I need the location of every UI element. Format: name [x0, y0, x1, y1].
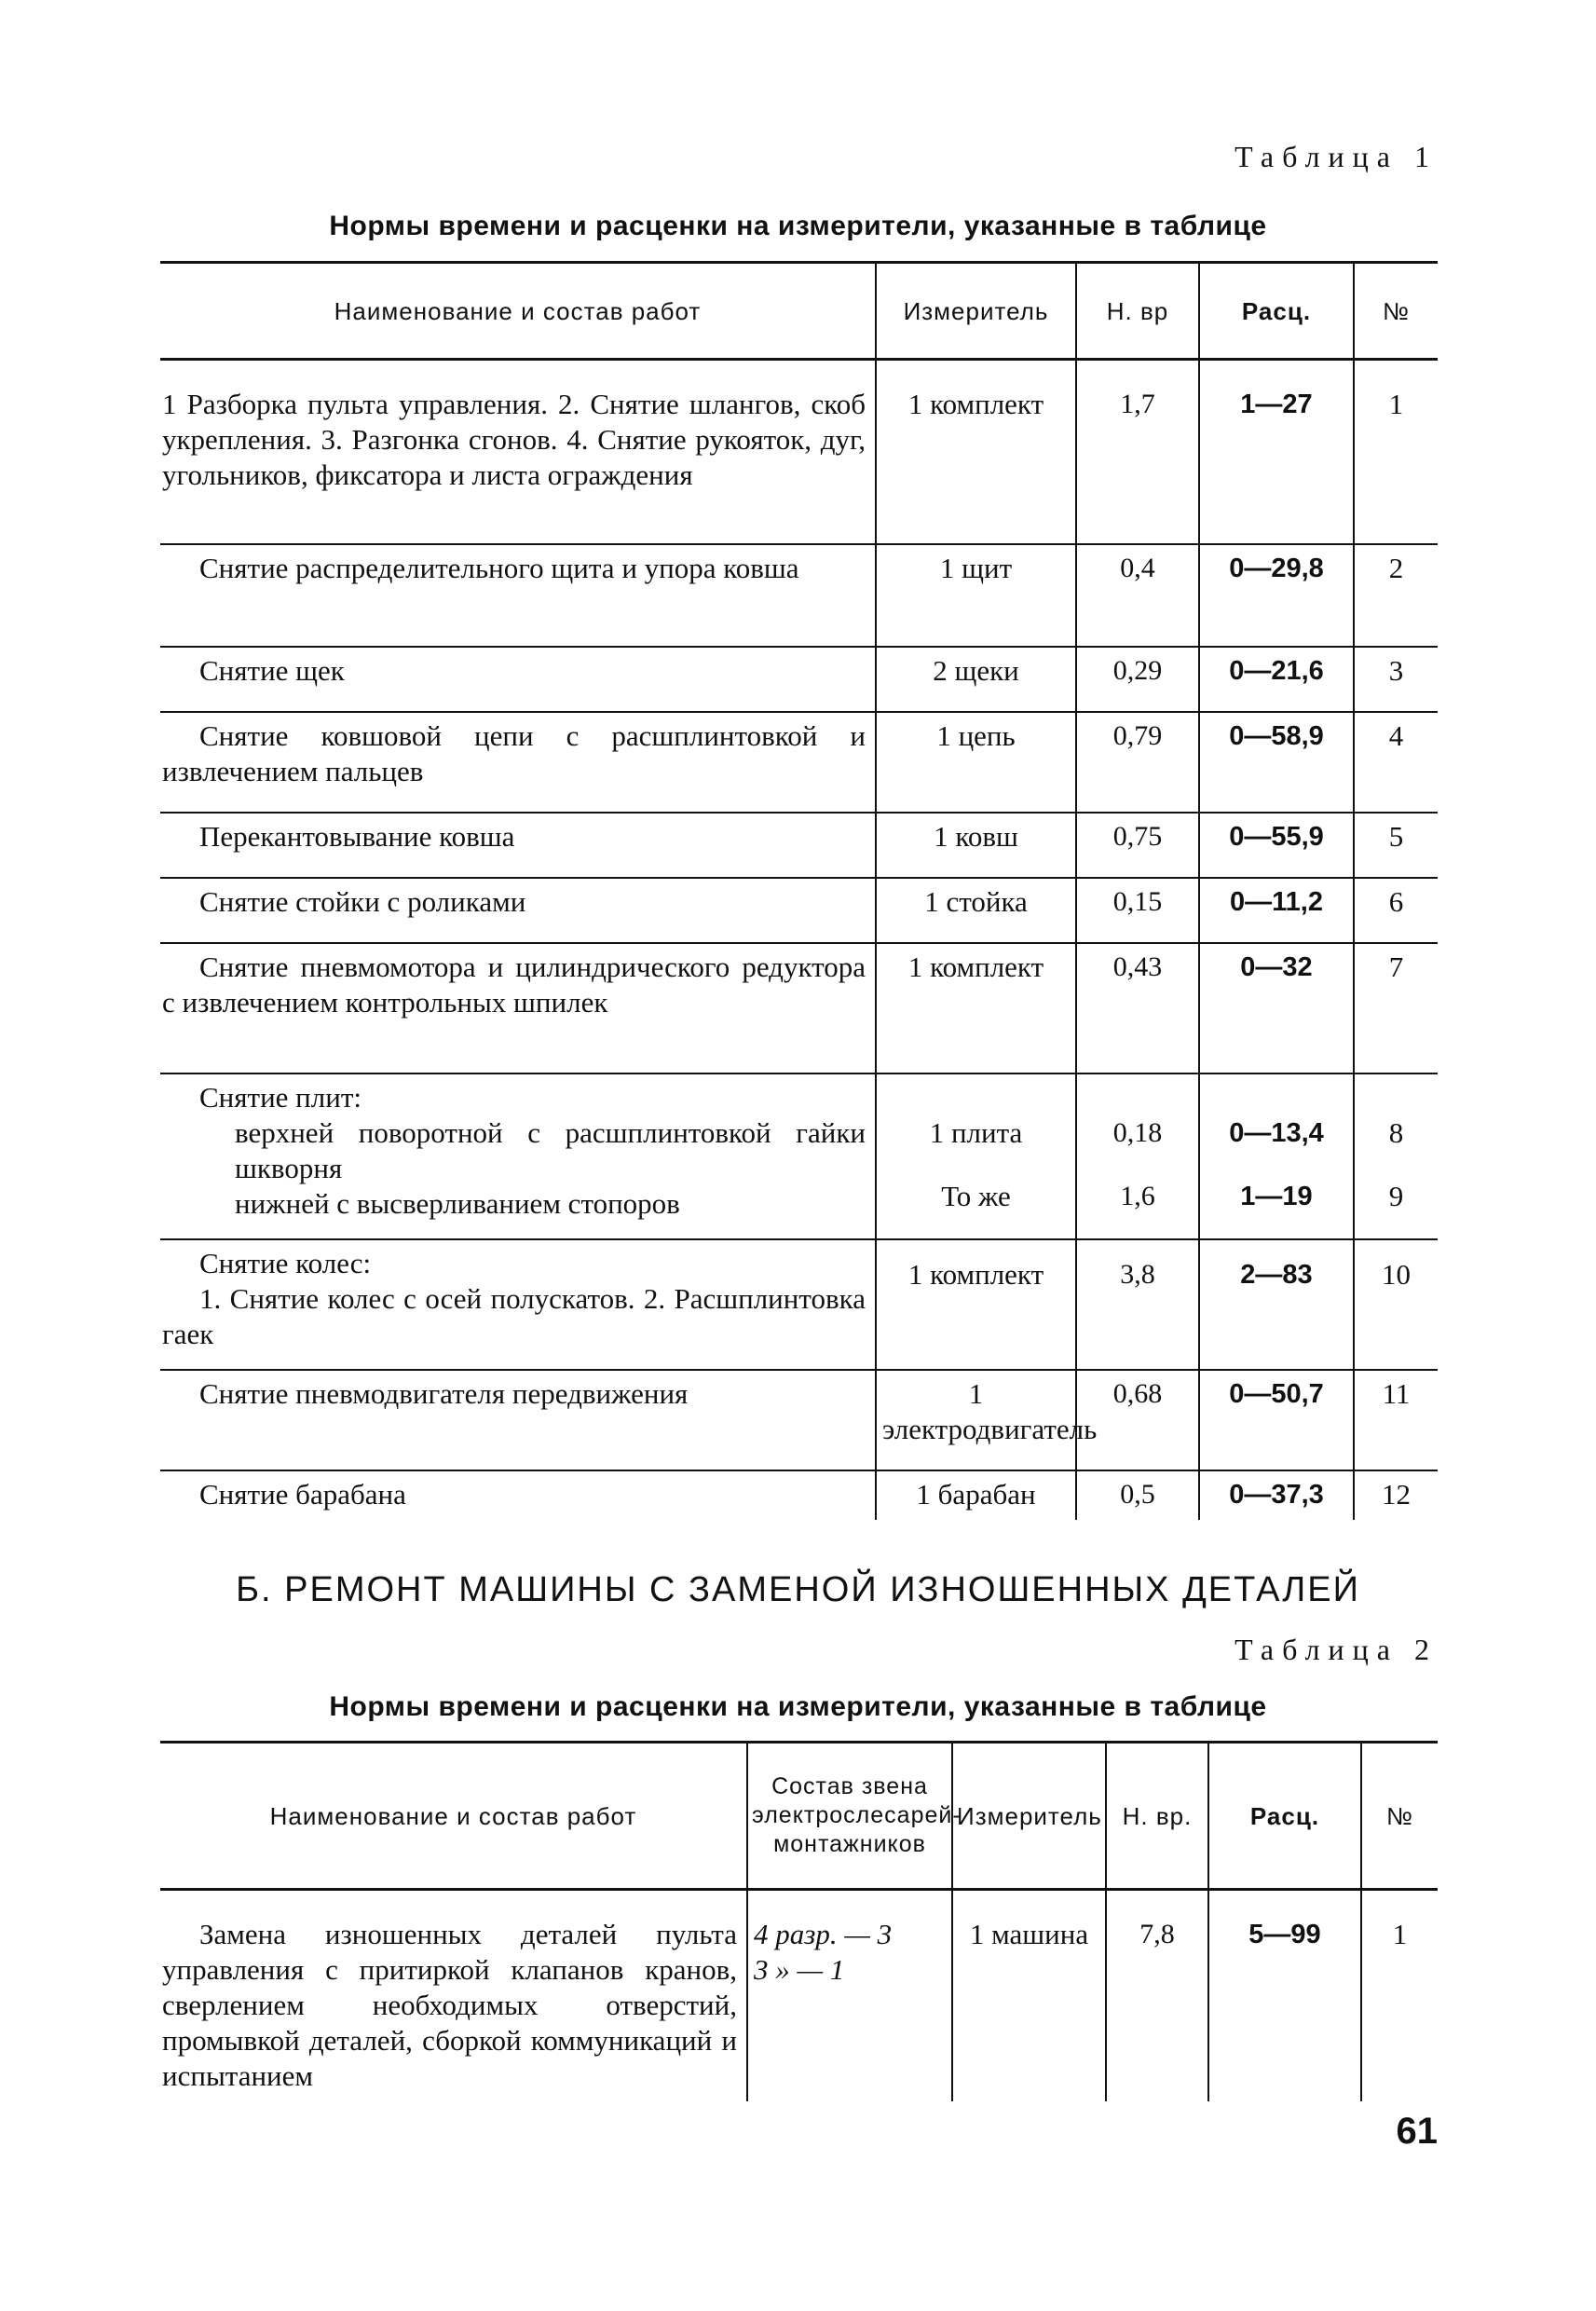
row-description	[160, 943, 876, 1073]
header-name: Наименование и состав работ	[160, 263, 876, 360]
plates-bottom-time: 1,6	[1120, 1180, 1155, 1211]
row-description-text: Снятие ковшовой цепи с расшплинтовкой и извлечением пальцев	[162, 718, 866, 787]
table1-caption: Таблица 1	[1235, 140, 1438, 173]
wheels-description: 1. Снятие колес с осей полускатов. 2. Расшплинтовка гаек	[162, 1281, 866, 1350]
row-crew	[747, 1890, 952, 2102]
row-description	[160, 1470, 876, 1520]
row-unit: 1 барабан	[876, 1470, 1076, 1520]
table1-header-row	[160, 263, 1438, 360]
row-number: 5	[1354, 813, 1438, 878]
header-unit: Измеритель	[952, 1743, 1106, 1890]
row-description-text: Снятие стойки с роликами	[199, 884, 526, 918]
row-number: 4	[1354, 712, 1438, 813]
table-row	[160, 712, 1438, 813]
row-unit: 1 комплект	[876, 943, 1076, 1073]
header-num: №	[1354, 263, 1438, 360]
plates-bottom-unit: То же	[941, 1179, 1011, 1212]
section-heading: Б. РЕМОНТ МАШИНЫ С ЗАМЕНОЙ ИЗНОШЕННЫХ ДЕТАЛЕЙ	[236, 1570, 1360, 1609]
row-number	[1354, 1239, 1438, 1370]
row-number: 6	[1354, 878, 1438, 943]
row-description	[160, 1239, 876, 1370]
plates-bottom-rate: 1—19	[1240, 1181, 1313, 1211]
row-description	[160, 544, 876, 647]
header-crew: Состав звена электрослесарей-монтажников	[747, 1743, 952, 1890]
row-description	[160, 878, 876, 943]
row-rate: 0—55,9	[1199, 813, 1354, 878]
header-num: №	[1361, 1743, 1438, 1890]
plates-bottom-number: 9	[1388, 1179, 1404, 1212]
row-description-text: Снятие пневмомотора и цилиндрического редуктора с извлечением контрольных шпилек	[162, 950, 866, 1019]
row-description-text: Снятие распределительного щита и упора ковша	[199, 551, 799, 584]
header-time: Н. вр	[1076, 263, 1199, 360]
row-rate: 0—32	[1199, 943, 1354, 1073]
row-description-text: Снятие пневмодвигателя передвижения	[199, 1376, 689, 1410]
header-unit: Измеритель	[876, 263, 1076, 360]
row-rate	[1199, 1073, 1354, 1239]
wheels-time: 3,8	[1120, 1258, 1155, 1290]
table-row	[160, 647, 1438, 712]
plates-top-description: верхней поворотной с расшплинтовкой гайки шкворня	[235, 1115, 866, 1184]
row-description	[160, 1890, 747, 2102]
row-number: 1	[1354, 360, 1438, 544]
wheels-rate: 2—83	[1240, 1259, 1313, 1290]
row-time	[1076, 1073, 1199, 1239]
table-row	[160, 1470, 1438, 1520]
row-unit	[876, 1073, 1076, 1239]
row-number: 2	[1354, 544, 1438, 647]
row-rate	[1199, 1239, 1354, 1370]
crew-line: 3 » — 1	[754, 1953, 845, 1986]
row-rate: 0—50,7	[1199, 1370, 1354, 1470]
table-row	[160, 1370, 1438, 1470]
row-rate: 0—58,9	[1199, 712, 1354, 813]
header-rate: Расц.	[1199, 263, 1354, 360]
row-description-text: Замена изношенных деталей пульта управления с притиркой клапанов кранов, сверлением необходимых отверстий, промывкой деталей, сборкой коммуникаций и испытанием	[162, 1918, 737, 2092]
row-number	[1354, 1073, 1438, 1239]
row-unit: 2 щеки	[876, 647, 1076, 712]
row-description	[160, 712, 876, 813]
plates-heading: Снятие плит:	[199, 1080, 361, 1114]
row-unit	[876, 1239, 1076, 1370]
table2-header-row	[160, 1743, 1438, 1890]
row-unit: 1 стойка	[876, 878, 1076, 943]
plates-top-rate: 0—13,4	[1229, 1117, 1324, 1148]
table1-title: Нормы времени и расценки на измерители, указанные в таблице	[329, 211, 1267, 241]
row-time: 0,68	[1076, 1370, 1199, 1470]
page-number: 61	[1396, 2111, 1438, 2152]
row-time: 0,79	[1076, 712, 1199, 813]
plates-bottom-description: нижней с высверливанием стопоров	[235, 1186, 680, 1220]
row-number: 11	[1354, 1370, 1438, 1470]
wheels-number: 10	[1382, 1257, 1411, 1291]
table2-title: Нормы времени и расценки на измерители, указанные в таблице	[329, 1691, 1267, 1722]
row-time: 1,7	[1076, 360, 1199, 544]
row-time: 0,43	[1076, 943, 1199, 1073]
row-rate: 0—11,2	[1199, 878, 1354, 943]
row-number: 12	[1354, 1470, 1438, 1520]
table2	[160, 1741, 1438, 2101]
table-row	[160, 813, 1438, 878]
row-unit: 1 щит	[876, 544, 1076, 647]
table-row	[160, 943, 1438, 1073]
table-row	[160, 1239, 1438, 1370]
table2-caption: Таблица 2	[1235, 1633, 1438, 1666]
row-description-text: Снятие барабана	[199, 1477, 406, 1511]
row-unit: 1 комплект	[876, 360, 1076, 544]
row-description	[160, 813, 876, 878]
row-time: 0,15	[1076, 878, 1199, 943]
row-number: 7	[1354, 943, 1438, 1073]
table-row	[160, 1073, 1438, 1239]
header-time: Н. вр.	[1106, 1743, 1208, 1890]
crew-line: 4 разр. — 3	[754, 1918, 893, 1950]
row-unit: 1 электродвигатель	[876, 1370, 1076, 1470]
header-rate: Расц.	[1208, 1743, 1361, 1890]
row-rate: 1—27	[1199, 360, 1354, 544]
row-number: 1	[1361, 1890, 1438, 2102]
row-description-text: Снятие щек	[199, 653, 345, 687]
row-unit: 1 машина	[952, 1890, 1106, 2102]
wheels-unit: 1 комплект	[907, 1257, 1044, 1291]
row-time: 0,75	[1076, 813, 1199, 878]
row-rate: 5—99	[1208, 1890, 1361, 2102]
row-number: 3	[1354, 647, 1438, 712]
row-time: 7,8	[1106, 1890, 1208, 2102]
row-description	[160, 647, 876, 712]
row-description	[160, 1073, 876, 1239]
row-description: 1 Разборка пульта управления. 2. Снятие шлангов, скоб укрепления. 3. Разгонка сгонов. 4. Снятие рукояток, дуг, угольников, фиксатора и листа ограждения	[162, 388, 866, 491]
row-unit: 1 ковш	[876, 813, 1076, 878]
header-name: Наименование и состав работ	[160, 1743, 747, 1890]
table1	[160, 261, 1438, 1520]
row-rate: 0—21,6	[1199, 647, 1354, 712]
row-description-text: Перекантовывание ковша	[199, 819, 515, 853]
table-row	[160, 1890, 1438, 2102]
row-time: 0,5	[1076, 1470, 1199, 1520]
wheels-heading: Снятие колес:	[199, 1246, 372, 1279]
plates-top-number: 8	[1388, 1115, 1404, 1149]
row-time: 0,29	[1076, 647, 1199, 712]
row-unit: 1 цепь	[876, 712, 1076, 813]
table-row	[160, 878, 1438, 943]
plates-top-time: 0,18	[1112, 1116, 1163, 1148]
table-row	[160, 544, 1438, 647]
row-rate: 0—37,3	[1199, 1470, 1354, 1520]
row-rate: 0—29,8	[1199, 544, 1354, 647]
plates-top-unit: 1 плита	[929, 1115, 1023, 1149]
row-description	[160, 1370, 876, 1470]
row-time: 0,4	[1076, 544, 1199, 647]
row-time	[1076, 1239, 1199, 1370]
table-row	[160, 360, 1438, 544]
